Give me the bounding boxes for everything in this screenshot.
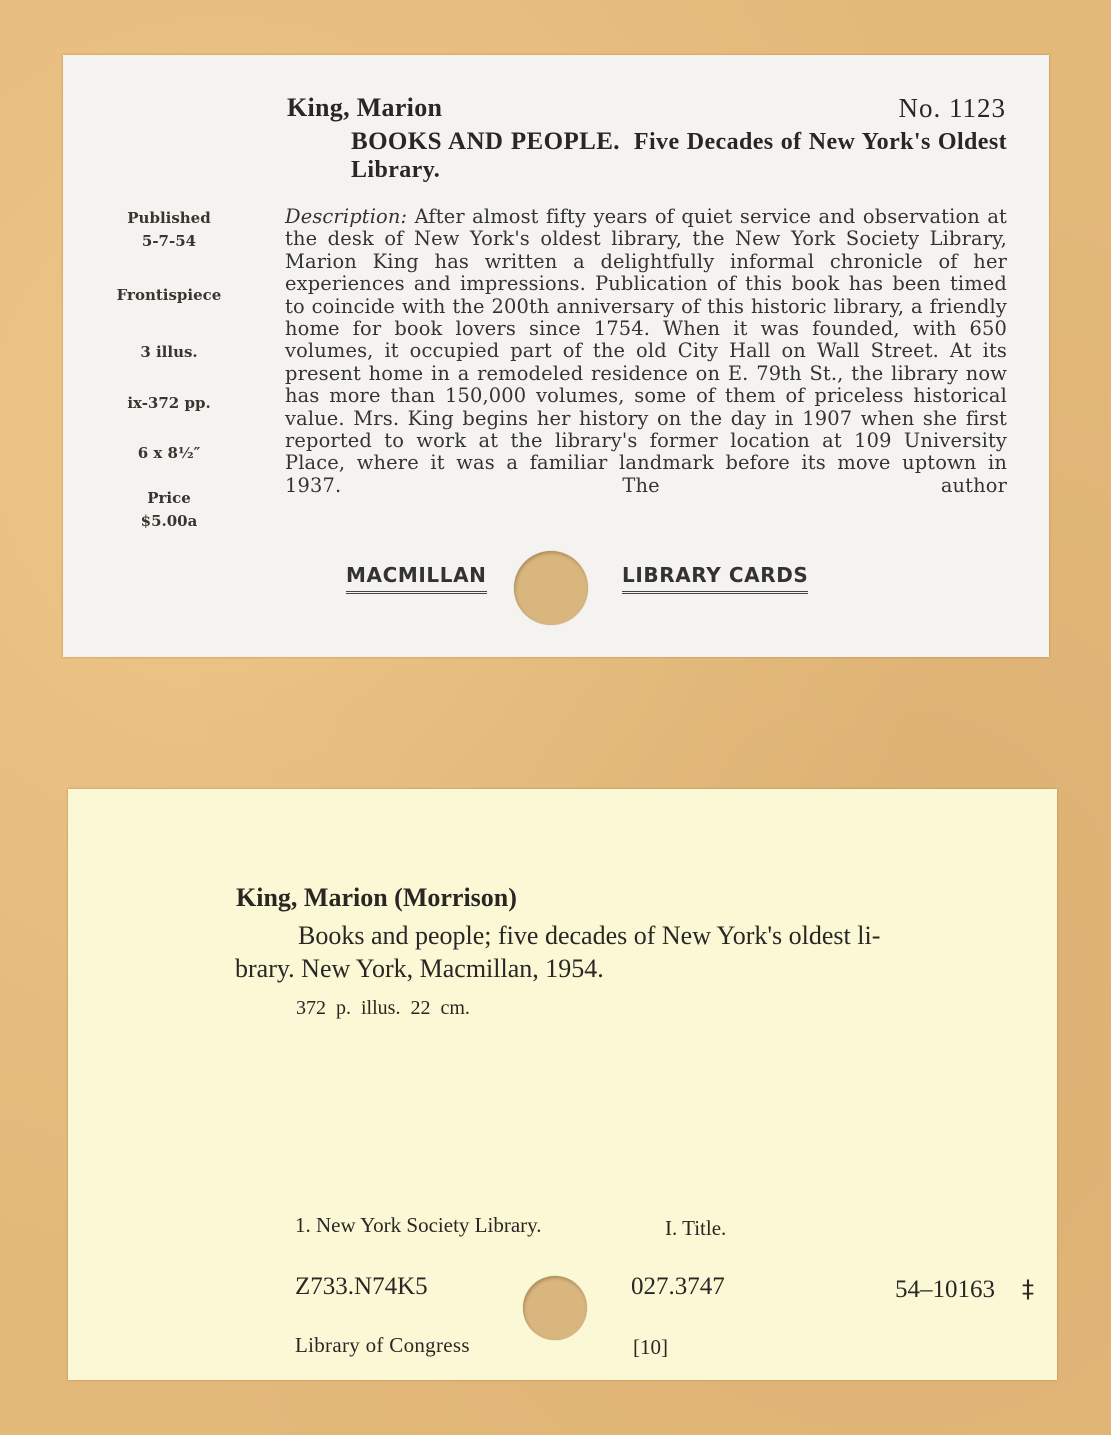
punch-hole — [523, 1276, 587, 1340]
lc-author-heading: King, Marion (Morrison) — [236, 883, 517, 912]
footer-library-cards: LIBRARY CARDS — [622, 563, 808, 594]
book-title-caps: BOOKS AND PEOPLE. — [351, 128, 620, 155]
published-date: 5-7-54 — [141, 232, 197, 250]
footer-publisher: MACMILLAN — [346, 563, 487, 594]
dewey-number: 027.3747 — [631, 1273, 725, 1300]
card-number: No. 1123 — [898, 93, 1006, 123]
price-label: Price — [147, 489, 191, 507]
book-description — [285, 206, 1007, 497]
lc-collation: 372 p. illus. 22 cm. — [296, 997, 470, 1019]
lc-subject-tracing: 1. New York Society Library. — [295, 1213, 542, 1237]
lc-title-line-1: Books and people; five decades of New York's oldest li- — [298, 921, 881, 950]
price-value: $5.00a — [140, 512, 198, 530]
publisher-catalog-card — [63, 55, 1049, 657]
published-label: Published — [127, 209, 211, 227]
description-text: After almost fifty years of quiet service and observation at the desk of New York's oldest library, the New York Society Library, Marion King has written a delightfully informal chronicle of her experiences and impressions. Publication of this book has been timed to coincide with the 200th anniversary of this historic library, a friendly home for book lovers since 1754. When it was founded, with 650 volumes, it occupied part of the old City Hall on Wall Street. At its present home in a remodeled residence on E. 79th St., the library now has more than 150,000 volumes, some of them of priceless historical value. Mrs. King begins her history on the day in 1907 when she first reported to work at the library's former location at 109 University Place, where it was a familiar landmark before its move uptown in 1937. The author — [285, 205, 1007, 497]
lc-call-number: Z733.N74K5 — [295, 1273, 428, 1300]
lc-title-tracing: I. Title. — [665, 1216, 727, 1240]
lc-label: Library of Congress — [295, 1333, 470, 1357]
lc-catalog-card — [68, 789, 1057, 1380]
frontispiece-note: Frontispiece — [116, 286, 222, 304]
lc-title-statement — [235, 919, 1041, 985]
double-dagger-mark: ‡ — [1022, 1275, 1034, 1303]
book-size: 6 x 8½″ — [137, 444, 201, 462]
page-count: ix-372 pp. — [127, 394, 211, 412]
print-code: [10] — [633, 1335, 668, 1359]
card-author: King, Marion — [287, 93, 443, 122]
description-label: Description: — [285, 205, 408, 228]
punch-hole — [514, 551, 588, 625]
illustrations-count: 3 illus. — [140, 343, 198, 361]
lc-title-line-2: brary. New York, Macmillan, 1954. — [235, 954, 604, 983]
book-title — [351, 128, 1007, 184]
lc-card-number: 54–10163 — [895, 1276, 995, 1303]
book-subtitle: Five Decades of New York's Oldest Library. — [351, 129, 1007, 183]
